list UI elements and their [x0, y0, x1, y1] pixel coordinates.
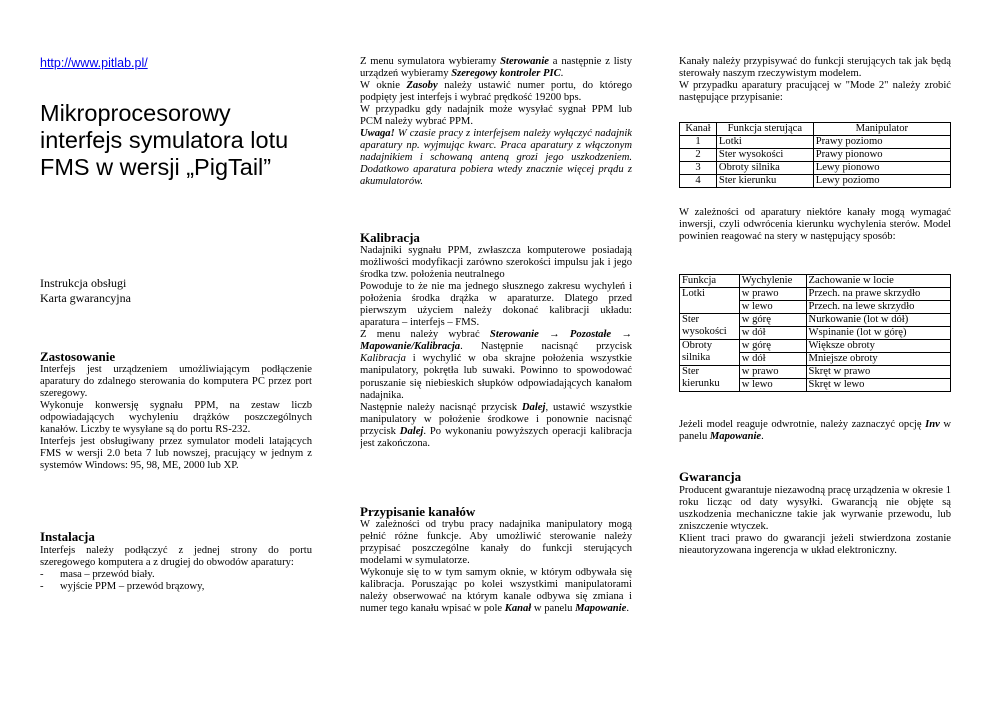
- table-cell: Lotki: [716, 136, 813, 149]
- pitlab-link[interactable]: http://www.pitlab.pl/: [40, 56, 148, 70]
- heading-przypisanie: Przypisanie kanałów: [360, 504, 476, 519]
- paragraph: Nadajniki sygnału PPM, zwłaszcza komputerowe posiadają możliwości modyfikacji zarówno szerokości impulsu jak i jego środka tzw. położenia neutralnego: [360, 245, 632, 281]
- warning-paragraph: Uwaga! W czasie pracy z interfejsem należy wyłączyć nadajnik aparatury np. wyjmując kwarc. Praca aparatury z włączonym nadajnikiem i schowaną anteną grozi jego uszkodzeniem. Dodatkowo aparatura pobiera wtedy znacznie więcej prądu z akumulatorów.: [360, 128, 632, 188]
- table-cell: 2: [680, 149, 717, 162]
- table-cell: Przech. na prawe skrzydło: [806, 288, 950, 301]
- column-middle: [360, 0, 632, 701]
- table-cell: w dół: [739, 353, 806, 366]
- paragraph: W oknie Zasoby należy ustawić numer portu, do którego podpięty jest interfejs i wybrać prędkość 19200 bps.: [360, 80, 632, 104]
- table-cell: Lewy poziomo: [813, 175, 950, 188]
- paragraph: Wykonuje się to w tym samym oknie, w którym odbywała się kalibracja. Poruszając po kolei wszystkimi manipulatorami należy obserwować na którym kanale odbywa się zmiana i numer tego kanału wpisać w pole Kanał w panelu Mapowanie.: [360, 567, 632, 615]
- table-header: Funkcja sterująca: [716, 123, 813, 136]
- paragraph: Interfejs jest obsługiwany przez symulator modeli latających FMS w wersji 2.0 beta 7 lub nowszej, pracujący w jednym z systemów Windows: 95, 98, ME, 2000 lub XP.: [40, 436, 312, 472]
- section-setup: [360, 56, 632, 189]
- table-cell: Prawy pionowo: [813, 149, 950, 162]
- table-cell: w górę: [739, 314, 806, 327]
- list-dash: -: [40, 581, 44, 593]
- section-kalibracja: [360, 245, 632, 450]
- table-row: [680, 288, 951, 301]
- table-cell: Nurkowanie (lot w dół): [806, 314, 950, 327]
- paragraph-inv-option: Jeżeli model reaguje odwrotnie, należy zaznaczyć opcję Inv w panelu Mapowanie.: [679, 419, 951, 443]
- heading-instalacja: Instalacja: [40, 529, 95, 544]
- table-cell: Lotki: [680, 288, 740, 314]
- table-cell: Ster kierunku: [716, 175, 813, 188]
- column-right: [679, 0, 951, 701]
- table-row: [680, 366, 951, 379]
- table-cell: Większe obroty: [806, 340, 950, 353]
- paragraph: Producent gwarantuje niezawodną pracę urządzenia w okresie 1 roku licząc od daty wysyłki. Gwarancją nie objęte są uszkodzenia mechaniczne takie jak wyrwanie przewodu, lub zniszczenie wtyczek.: [679, 485, 951, 533]
- table-cell: Skręt w lewo: [806, 379, 950, 392]
- table-cell: Mniejsze obroty: [806, 353, 950, 366]
- table-row: [680, 136, 951, 149]
- table-header: Manipulator: [813, 123, 950, 136]
- table-cell: Wspinanie (lot w górę): [806, 327, 950, 340]
- section-instalacja: [40, 545, 312, 593]
- table-header: Zachowanie w locie: [806, 275, 950, 288]
- paragraph: Z menu należy wybrać Sterowanie → Pozostałe → Mapowanie/Kalibracja. Następnie nacisnąć przycisk Kalibracja i wychylić w oba skrajne położenia wszystkie manipulatory, pokrętła lub suwaki. Powinno to spowodować poruszanie się niebieskich słupków odpowiadających kanałom nadajnika.: [360, 329, 632, 401]
- section-assignment-intro: [679, 56, 951, 104]
- table-cell: w górę: [739, 340, 806, 353]
- table-row: [680, 149, 951, 162]
- table-header-row: [680, 275, 951, 288]
- heading-zastosowanie: Zastosowanie: [40, 349, 116, 364]
- table-header: Wychylenie: [739, 275, 806, 288]
- paragraph: W przypadku aparatury pracującej w "Mode 2" należy zrobić następujące przypisanie:: [679, 80, 951, 104]
- heading-kalibracja: Kalibracja: [360, 230, 420, 245]
- table-cell: w prawo: [739, 366, 806, 379]
- table-cell: Ster wysokości: [680, 314, 740, 340]
- table-cell: 4: [680, 175, 717, 188]
- list-item-text: wyjście PPM – przewód brązowy,: [60, 581, 205, 593]
- table-row: [680, 340, 951, 353]
- paragraph: Klient traci prawo do gwarancji jeżeli stwierdzona zostanie nieautoryzowana ingerencja w układ elektroniczny.: [679, 533, 951, 557]
- control-response-table: [679, 274, 951, 392]
- column-left: [40, 0, 312, 701]
- heading-gwarancja: Gwarancja: [679, 469, 742, 484]
- table-row: [680, 314, 951, 327]
- section-przypisanie: [360, 519, 632, 615]
- section-zastosowanie: [40, 364, 312, 472]
- section-gwarancja: [679, 485, 951, 557]
- channel-assignment-table: [679, 122, 951, 188]
- table-header: Kanał: [680, 123, 717, 136]
- table-cell: Obroty silnika: [680, 340, 740, 366]
- document-title: Mikroprocesorowy interfejs symulatora lotu FMS w wersji „PigTail”: [40, 100, 289, 180]
- table-cell: 1: [680, 136, 717, 149]
- paragraph: Z menu symulatora wybieramy Sterowanie a następnie z listy urządzeń wybieramy Szeregowy kontroler PIC.: [360, 56, 632, 80]
- table-row: [680, 175, 951, 188]
- table-cell: Ster wysokości: [716, 149, 813, 162]
- table-cell: Obroty silnika: [716, 162, 813, 175]
- table-cell: w lewo: [739, 379, 806, 392]
- table-cell: w prawo: [739, 288, 806, 301]
- table-cell: Przech. na lewe skrzydło: [806, 301, 950, 314]
- paragraph: Interfejs jest urządzeniem umożliwiającym podłączenie aparatury do zdalnego sterowania do komputera PC przez port szeregowy.: [40, 364, 312, 400]
- list-item: [40, 569, 312, 581]
- paragraph: W zależności od trybu pracy nadajnika manipulatory mogą pełnić różne funkcje. Aby umożliwić sterowanie należy przypisać poszczególne kanały do funkcji sterujących modelami w symulatorze.: [360, 519, 632, 567]
- paragraph: Kanały należy przypisywać do funkcji sterujących tak jak będą sterowały naszym rzeczywistym modelem.: [679, 56, 951, 80]
- paragraph: Wykonuje konwersję sygnału PPM, na zestaw liczb odpowiadających wychyleniu drążków poszczególnych kanałów. Liczby te wysyłane są do portu RS-232.: [40, 400, 312, 436]
- paragraph-inversion: W zależności od aparatury niektóre kanały mogą wymagać inwersji, czyli odwrócenia kierunku wychylenia sterów. Model powinien reagować na stery w następujący sposób:: [679, 207, 951, 243]
- table-row: [680, 162, 951, 175]
- paragraph: Następnie należy nacisnąć przycisk Dalej, ustawić wszystkie manipulatory w położenie środkowe i ponownie nacisnąć przycisk Dalej. Po wykonaniu powyższych operacji kalibracja jest zakończona.: [360, 401, 632, 449]
- table-cell: 3: [680, 162, 717, 175]
- table-header-row: [680, 123, 951, 136]
- paragraph: Interfejs należy podłączyć z jednej strony do portu szeregowego komputera a z drugiej do obwodów aparatury:: [40, 545, 312, 569]
- list-item: [40, 581, 312, 593]
- list-item-text: masa – przewód biały.: [60, 569, 155, 581]
- table-cell: Prawy poziomo: [813, 136, 950, 149]
- paragraph: W przypadku gdy nadajnik może wysyłać sygnał PPM lub PCM należy wybrać PPM.: [360, 104, 632, 128]
- table-header: Funkcja: [680, 275, 740, 288]
- table-cell: Skręt w prawo: [806, 366, 950, 379]
- table-cell: w dół: [739, 327, 806, 340]
- table-cell: Ster kierunku: [680, 366, 740, 392]
- subtitle-warranty: Karta gwarancyjna: [40, 291, 131, 305]
- table-cell: Lewy pionowo: [813, 162, 950, 175]
- list-dash: -: [40, 569, 44, 581]
- subtitle-manual: Instrukcja obsługi: [40, 276, 127, 290]
- table-cell: w lewo: [739, 301, 806, 314]
- paragraph: Powoduje to że nie ma jednego słusznego zakresu wychyleń i położenia środka drążka w aparaturze. Dlatego przed pierwszym użyciem należy dokonać kalibracji układu: aparatura – interfejs – FMS.: [360, 281, 632, 329]
